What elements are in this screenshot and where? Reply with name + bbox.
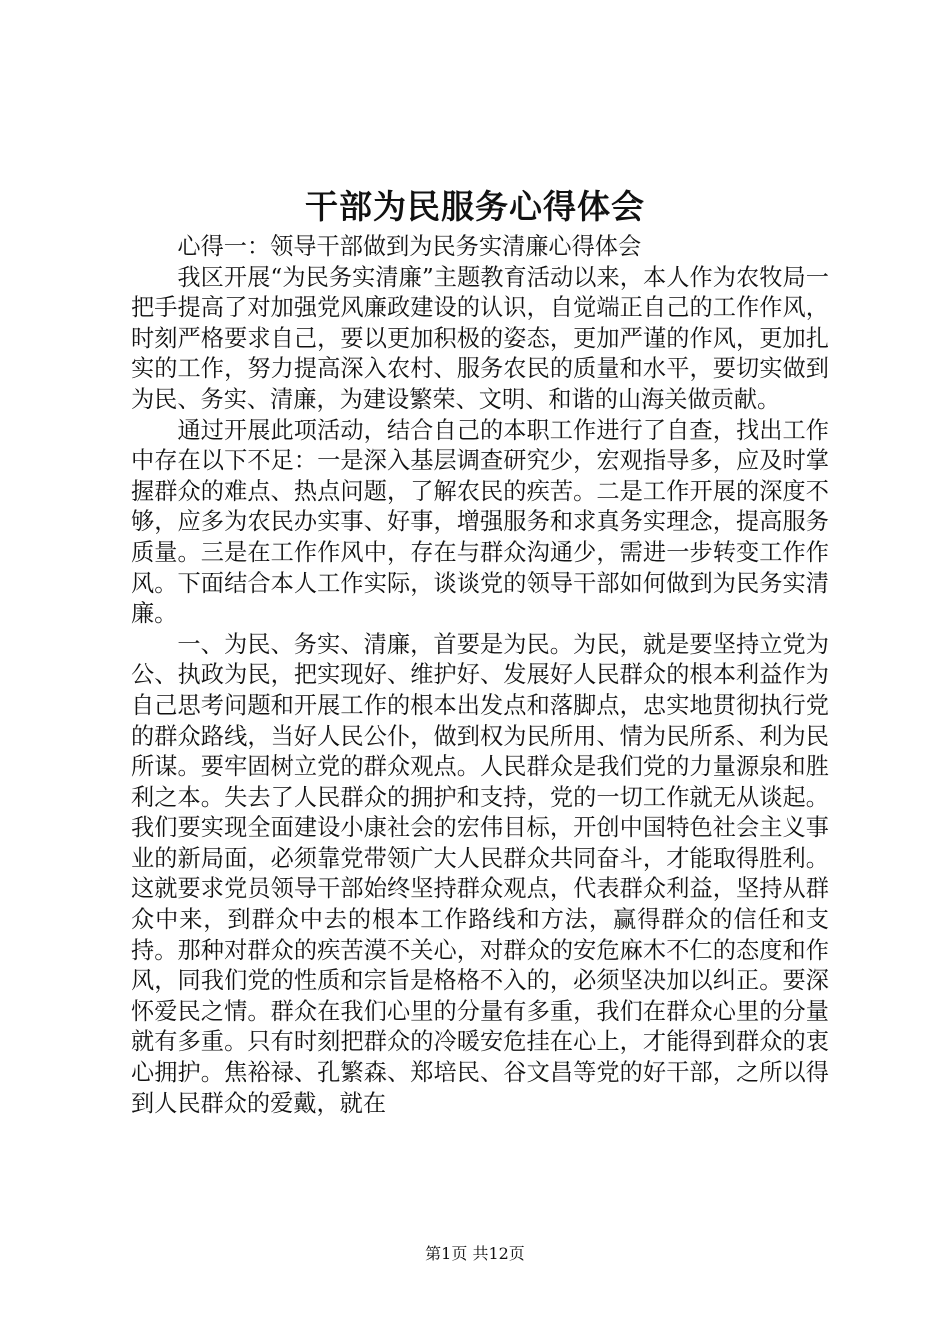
page-number-footer: 第1页 共12页 [425,1244,525,1263]
paragraph-subtitle: 心得一：领导干部做到为民务实清廉心得体会 [177,233,642,260]
paragraph-self-check: 通过开展此项活动，结合自己的本职工作进行了自查，找出工作中存在以下不足：一是深入基层调查研究少，宏观指导多，应及时掌握群众的难点、热点问题，了解农民的疾苦。二是工作开展的深度不够，应多为农民办实事、好事，增强服务和求真务实理念，提高服务质量。三是在工作作风中，存在与群众沟通少，需进一步转变工作作风。下面结合本人工作实际，谈谈党的领导干部如何做到为民务实清廉。 [131,416,829,628]
document-body [131,232,829,1119]
paragraph-section-one: 一、为民、务实、清廉，首要是为民。为民，就是要坚持立党为公、执政为民，把实现好、维护好、发展好人民群众的根本利益作为自己思考问题和开展工作的根本出发点和落脚点，忠实地贯彻执行党的群众路线，当好人民公仆，做到权为民所用、情为民所系、利为民所谋。要牢固树立党的群众观点。人民群众是我们党的力量源泉和胜利之本。失去了人民群众的拥护和支持，党的一切工作就无从谈起。我们要实现全面建设小康社会的宏伟目标，开创中国特色社会主义事业的新局面，必须靠党带领广大人民群众共同奋斗，才能取得胜利。这就要求党员领导干部始终坚持群众观点，代表群众利益，坚持从群众中来，到群众中去的根本工作路线和方法，赢得群众的信任和支持。那种对群众的疾苦漠不关心，对群众的安危麻木不仁的态度和作风，同我们党的性质和宗旨是格格不入的，必须坚决加以纠正。要深怀爱民之情。群众在我们心里的分量有多重，我们在群众心里的分量就有多重。只有时刻把群众的冷暖安危挂在心上，才能得到群众的衷心拥护。焦裕禄、孔繁森、郑培民、谷文昌等党的好干部，之所以得到人民群众的爱戴，就在 [131,630,829,1117]
document-title: 干部为民服务心得体会 [305,187,645,226]
paragraph-intro: 我区开展“为民务实清廉”主题教育活动以来，本人作为农牧局一把手提高了对加强党风廉政建设的认识，自觉端正自己的工作作风，时刻严格要求自己，要以更加积极的姿态，更加严谨的作风，更加扎实的工作，努力提高深入农村、服务农民的质量和水平，要切实做到为民、务实、清廉，为建设繁荣、文明、和谐的山海关做贡献。 [131,263,829,413]
